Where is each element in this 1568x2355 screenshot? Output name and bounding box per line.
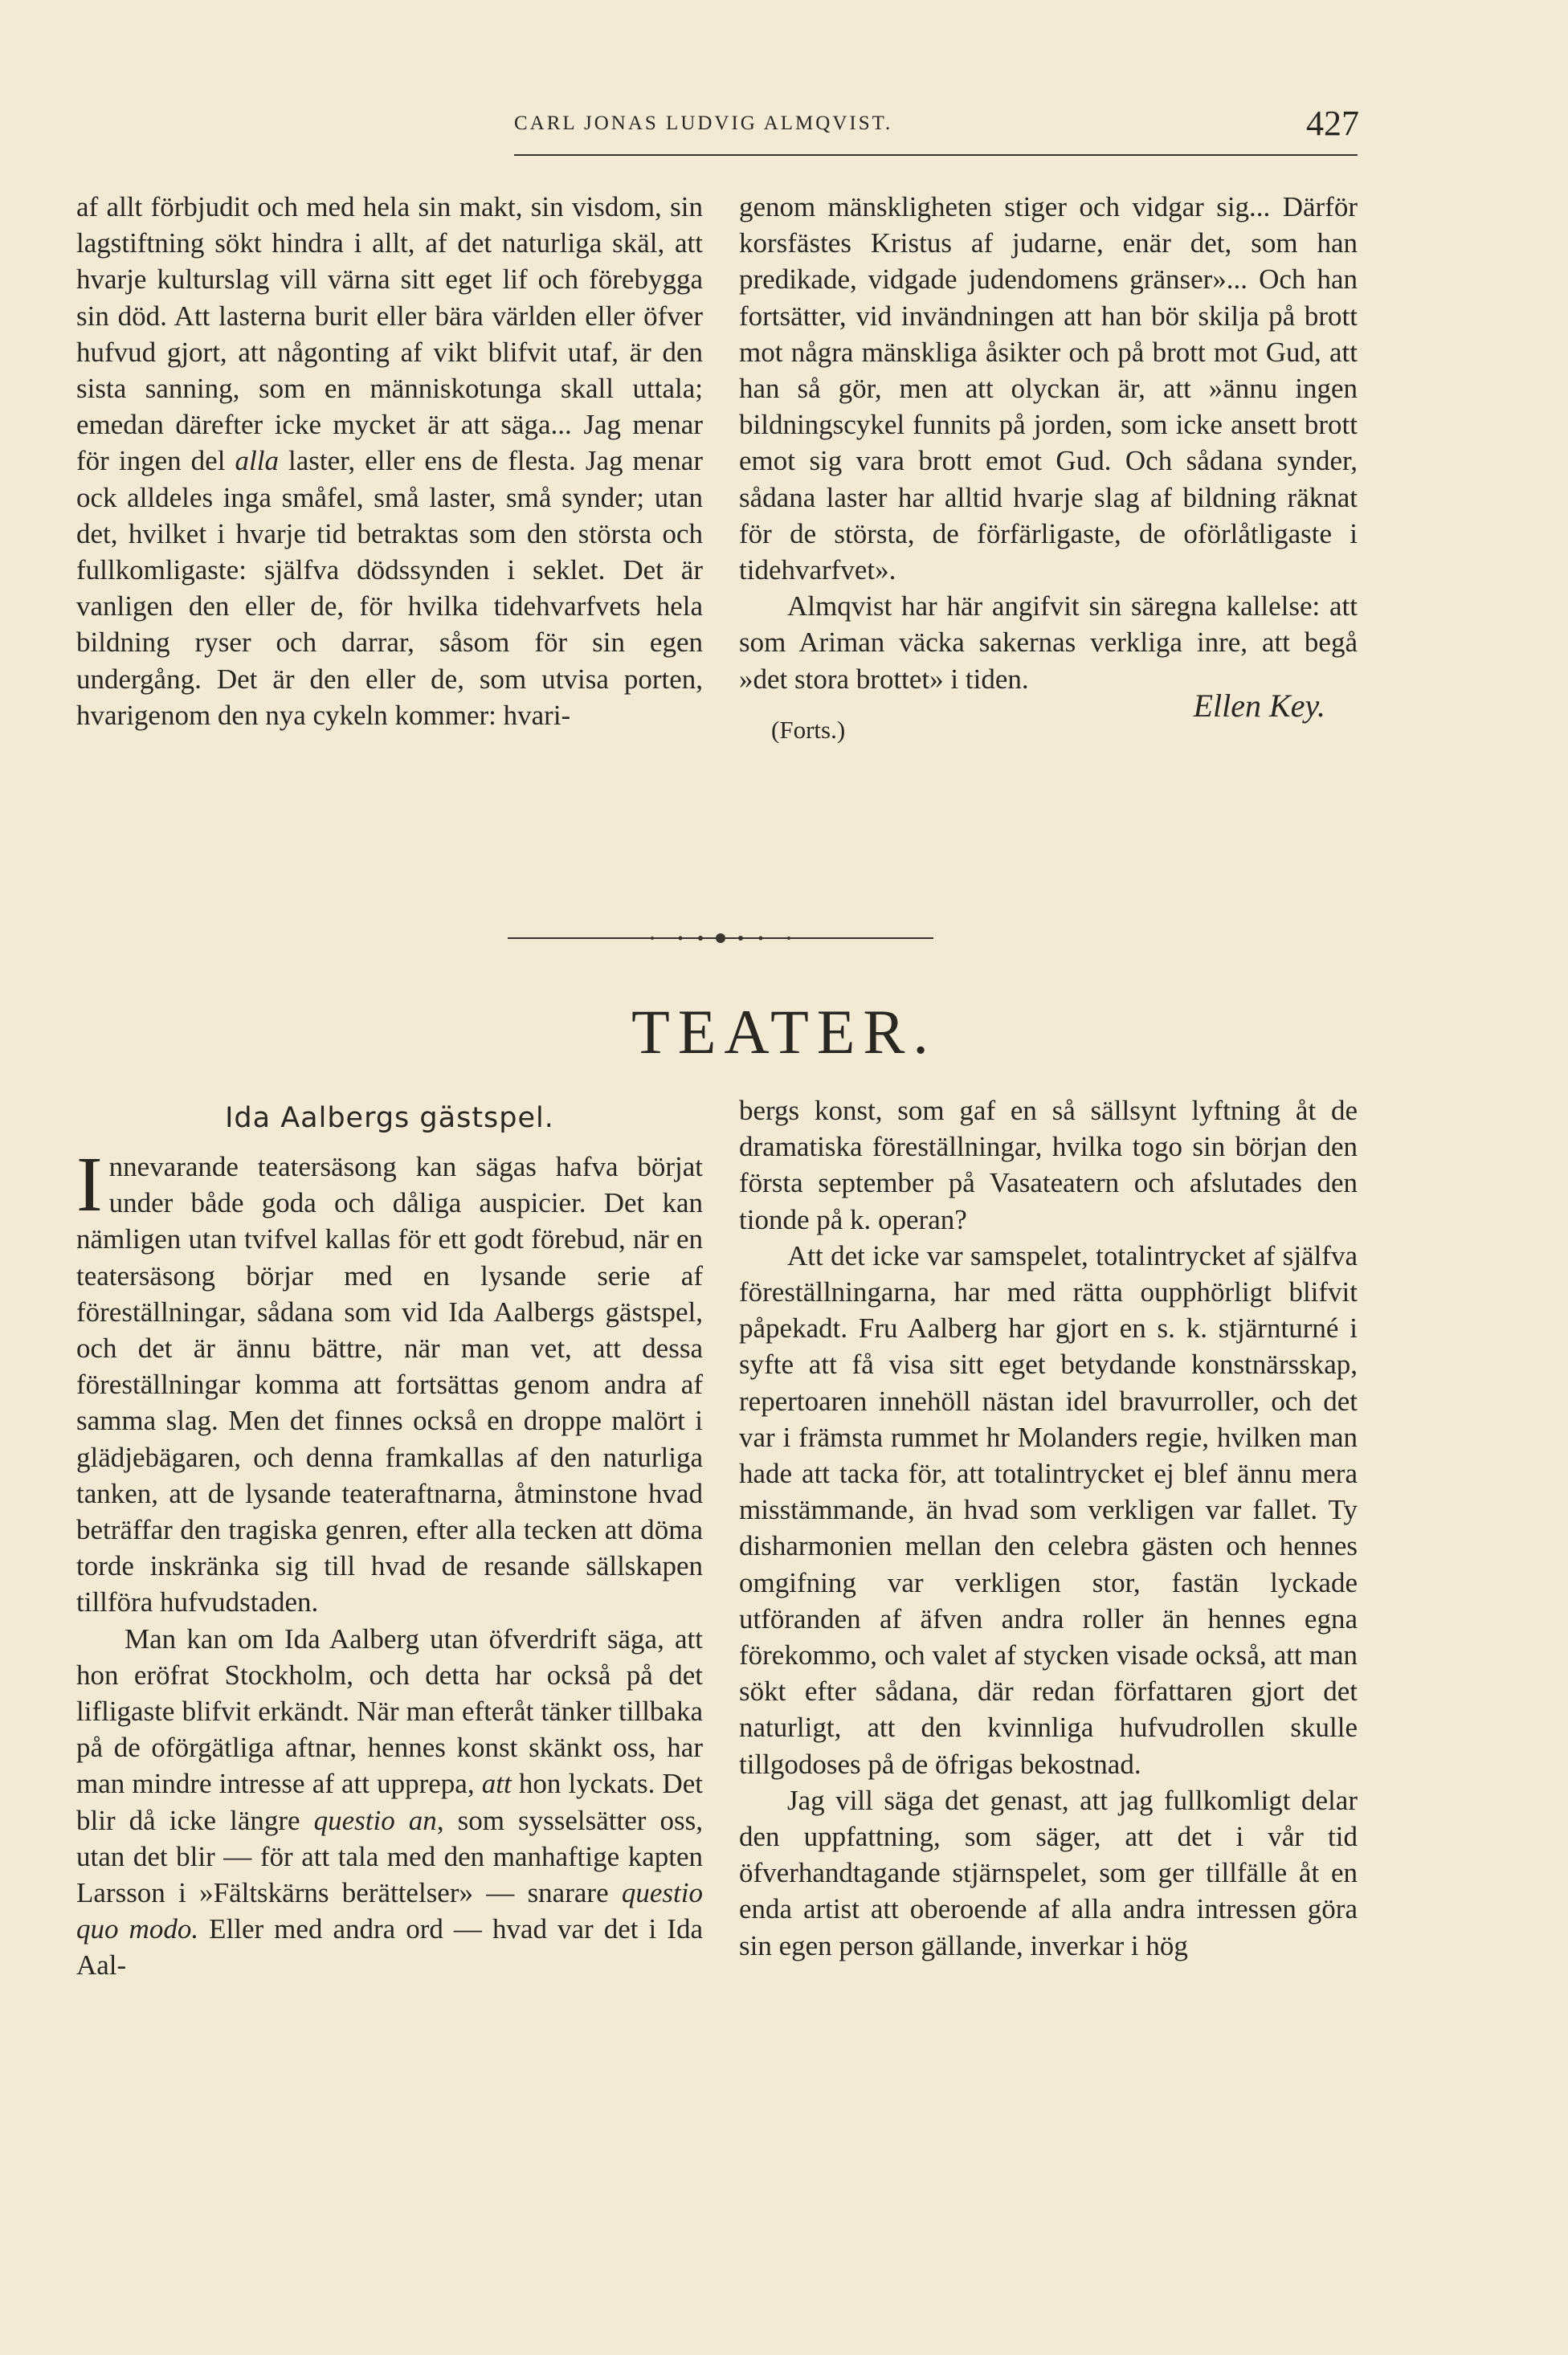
- paragraph: Att det icke var samspelet, totalintrycket af själfva föreställningarna, har med rätta oupphörligt blifvit påpekadt. Fru Aalberg har gjort en s. k. stjärnturné i syfte att få visa sitt eget betydande konstnärsskap, repertoaren innehöll nästan idel bravurroller, och det var i främsta rummet hr Molanders regie, hvilken man hade att tacka för, att totalintrycket ej blef ännu mera misstämmande, än hvad som verkligen var fallet. Ty disharmonien mellan den celebra gästen och hennes omgifning var verkligen stor, fastän lyckade utföranden af äfven andra roller än hennes egna förekommo, och valet af stycken visade också, att man sökt efter sådana, där redan författaren gjort det naturligt, att den kvinnliga hufvudrollen skulle tillgodoses på de öfrigas bekostnad.: [739, 1239, 1358, 1780]
- author-signature: Ellen Key.: [1193, 687, 1325, 724]
- signature-block: [739, 687, 1358, 750]
- emphasis: questio an: [313, 1804, 437, 1836]
- article-title: Ida Aalbergs gästspel.: [225, 1102, 554, 1134]
- page-number: 427: [1306, 104, 1359, 143]
- drop-cap: I: [76, 1141, 103, 1228]
- paragraph: genom mänskligheten stiger och vidgar sig... Därför korsfästes Kristus af judarne, enär det, som han predikade, vidgade judendomens gränser»... Och han fortsätter, vid invändningen att han bör skilja på brott mot några mänskliga åsikter och på brott mot Gud, att han så gör, men att olyckan är, att »ännu ingen bildningscykel funnits på jorden, som icke ansett brott emot sig vara brott emot Gud. Och sådana synder, sådana laster har alltid hvarje slag af bildning räknat för de största, de förfärligaste, de oförlåtligaste i tidehvarfvet».: [739, 191, 1358, 586]
- column-3: [76, 1141, 704, 1984]
- ornament-divider: [508, 930, 933, 946]
- text-run: , som sysselsätter oss, utan det blir — för att tala med den manhaftige kapten Larsson i »Fältskärns berättelser» — snarare: [76, 1804, 703, 1909]
- column-1: [76, 189, 703, 733]
- continued-note: (Forts.): [771, 715, 846, 744]
- paragraph: [76, 1621, 703, 1984]
- paragraph: Almqvist har här angifvit sin säregna kallelse: att som Ariman väcka sakernas verkliga inre, att begå »det stora brottet» i tiden.: [739, 590, 1358, 695]
- paragraph: Jag vill säga det genast, att jag fullkomligt delar den uppfattning, som säger, att det i vår tid öfverhandtagande stjärnspelet, som ger tillfälle åt en enda artist att oberoende af alla andra intressen göra sin egen person gällande, inverkar i hög: [739, 1784, 1358, 1961]
- column-2: [739, 189, 1358, 750]
- header-rule: [514, 154, 1358, 156]
- text-run: laster, eller ens de flesta. Jag menar ock alldeles inga småfel, små laster, små synder; utan det, hvilket i hvarje tid betraktas som den största och fullkomligaste: själfva dödssynden i seklet. Det är vanligen den eller de, för hvilka tidehvarfvets hela bildning ryser och darrar, såsom för sin egen undergång. Det är den eller de, som utvisa porten, hvarigenom den nya cykeln kommer: hvari-: [76, 445, 703, 731]
- text-run: af allt förbjudit och med hela sin makt, sin visdom, sin lagstiftning sökt hindra i allt, af det naturliga skäl, att hvarje kulturslag vill värna sitt eget lif och förebygga sin död. Att lasterna burit eller bära världen eller öfver hufvud gjort, att någonting af vikt blifvit utaf, är den sista sanning, som en människotunga skall uttala; emedan därefter icke mycket är att säga... Jag menar för ingen del: [76, 191, 703, 477]
- emphasis: att: [481, 1768, 512, 1800]
- paragraph: bergs konst, som gaf en så sällsynt lyftning åt de dramatiska föreställningar, hvilka togo sin början den första september på Vasateatern och afslutades den tionde på k. operan?: [739, 1095, 1358, 1235]
- paragraph: [76, 1141, 703, 1621]
- column-4: [739, 1092, 1358, 1964]
- section-title: TEATER.: [631, 997, 937, 1067]
- text-run: hon lyckats. Det blir då icke längre: [76, 1768, 703, 1836]
- running-head-title: CARL JONAS LUDVIG ALMQVIST.: [514, 112, 893, 134]
- emphasis: alla: [235, 445, 279, 477]
- text-run: Eller med andra ord — hvad var det i Ida Aal-: [76, 1913, 704, 1982]
- paragraph: [76, 189, 703, 733]
- running-head: [0, 104, 1568, 169]
- emphasis: questio quo modo.: [76, 1877, 703, 1945]
- text-run: Man kan om Ida Aalberg utan öfverdrift säga, att hon eröfrat Stockholm, och detta har också på det lifligaste blifvit erkändt. När man efteråt tänker tillbaka på de oförgätliga aftnar, hennes konst skänkt oss, har man mindre intresse af att upprepa,: [76, 1622, 703, 1800]
- text-run: nnevarande teatersäsong kan sägas hafva börjat under både goda och dåliga auspicier. Det kan nämligen utan tvifvel kallas för ett godt förebud, när en teatersäsong börjar med en lysande serie af föreställningar, sådana som vid Ida Aalbergs gästspel, och det är ännu bättre, när man vet, att dessa föreställningar komma att fortsättas genom andra af samma slag. Men det finnes också en droppe malört i glädjebägaren, och denna framkallas af den naturliga tanken, att de lysande teateraftnarna, åtminstone hvad beträffar den tragiska genren, efter alla tecken att döma torde inskränka sig till hvad de resande sällskapen tillföra hufvudstaden.: [76, 1151, 703, 1618]
